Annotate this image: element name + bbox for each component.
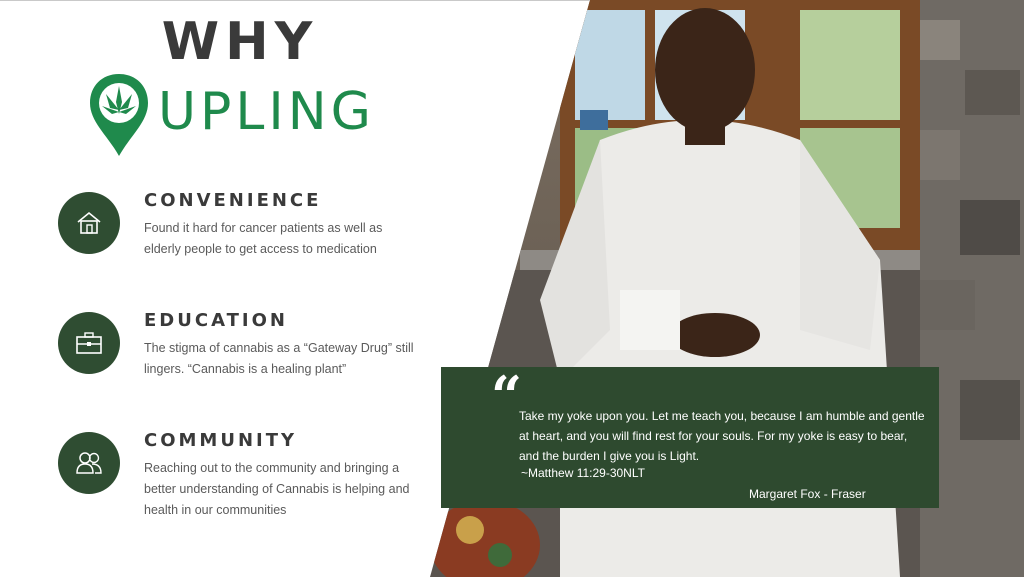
leaf-pin-icon xyxy=(88,72,150,158)
quote-reference: ~Matthew 11:29-30NLT xyxy=(521,466,645,480)
feature-description: Found it hard for cancer patients as well as elderly people to get access to medication xyxy=(144,221,383,256)
quote-text: Take my yoke upon you. Let me teach you, because I am humble and gentle at heart, and you will find rest for your souls. For my yoke is easy to bear, and the burden I give you is Light. xyxy=(519,409,925,463)
feature-icon-circle xyxy=(58,312,120,374)
upling-logo xyxy=(88,72,375,162)
feature-description: Reaching out to the community and bringing a better understanding of Cannabis is helping and health in our communities xyxy=(144,461,410,517)
people-icon xyxy=(74,449,104,477)
feature-icon-circle xyxy=(58,432,120,494)
quote-mark-icon: “ xyxy=(491,364,523,428)
quote-box xyxy=(441,364,939,508)
home-icon xyxy=(75,209,103,237)
feature-heading: EDUCATION xyxy=(144,310,288,331)
brand-name: UPLING xyxy=(158,82,375,142)
feature-description: The stigma of cannabis as a “Gateway Drug” still lingers. “Cannabis is a healing plant” xyxy=(144,341,414,376)
feature-heading: COMMUNITY xyxy=(144,430,298,451)
quote-author: Margaret Fox - Fraser xyxy=(749,487,866,501)
feature-icon-circle xyxy=(58,192,120,254)
page-title: WHY xyxy=(161,12,319,72)
top-divider xyxy=(0,0,590,1)
feature-heading: CONVENIENCE xyxy=(144,190,322,211)
briefcase-icon xyxy=(74,329,104,357)
